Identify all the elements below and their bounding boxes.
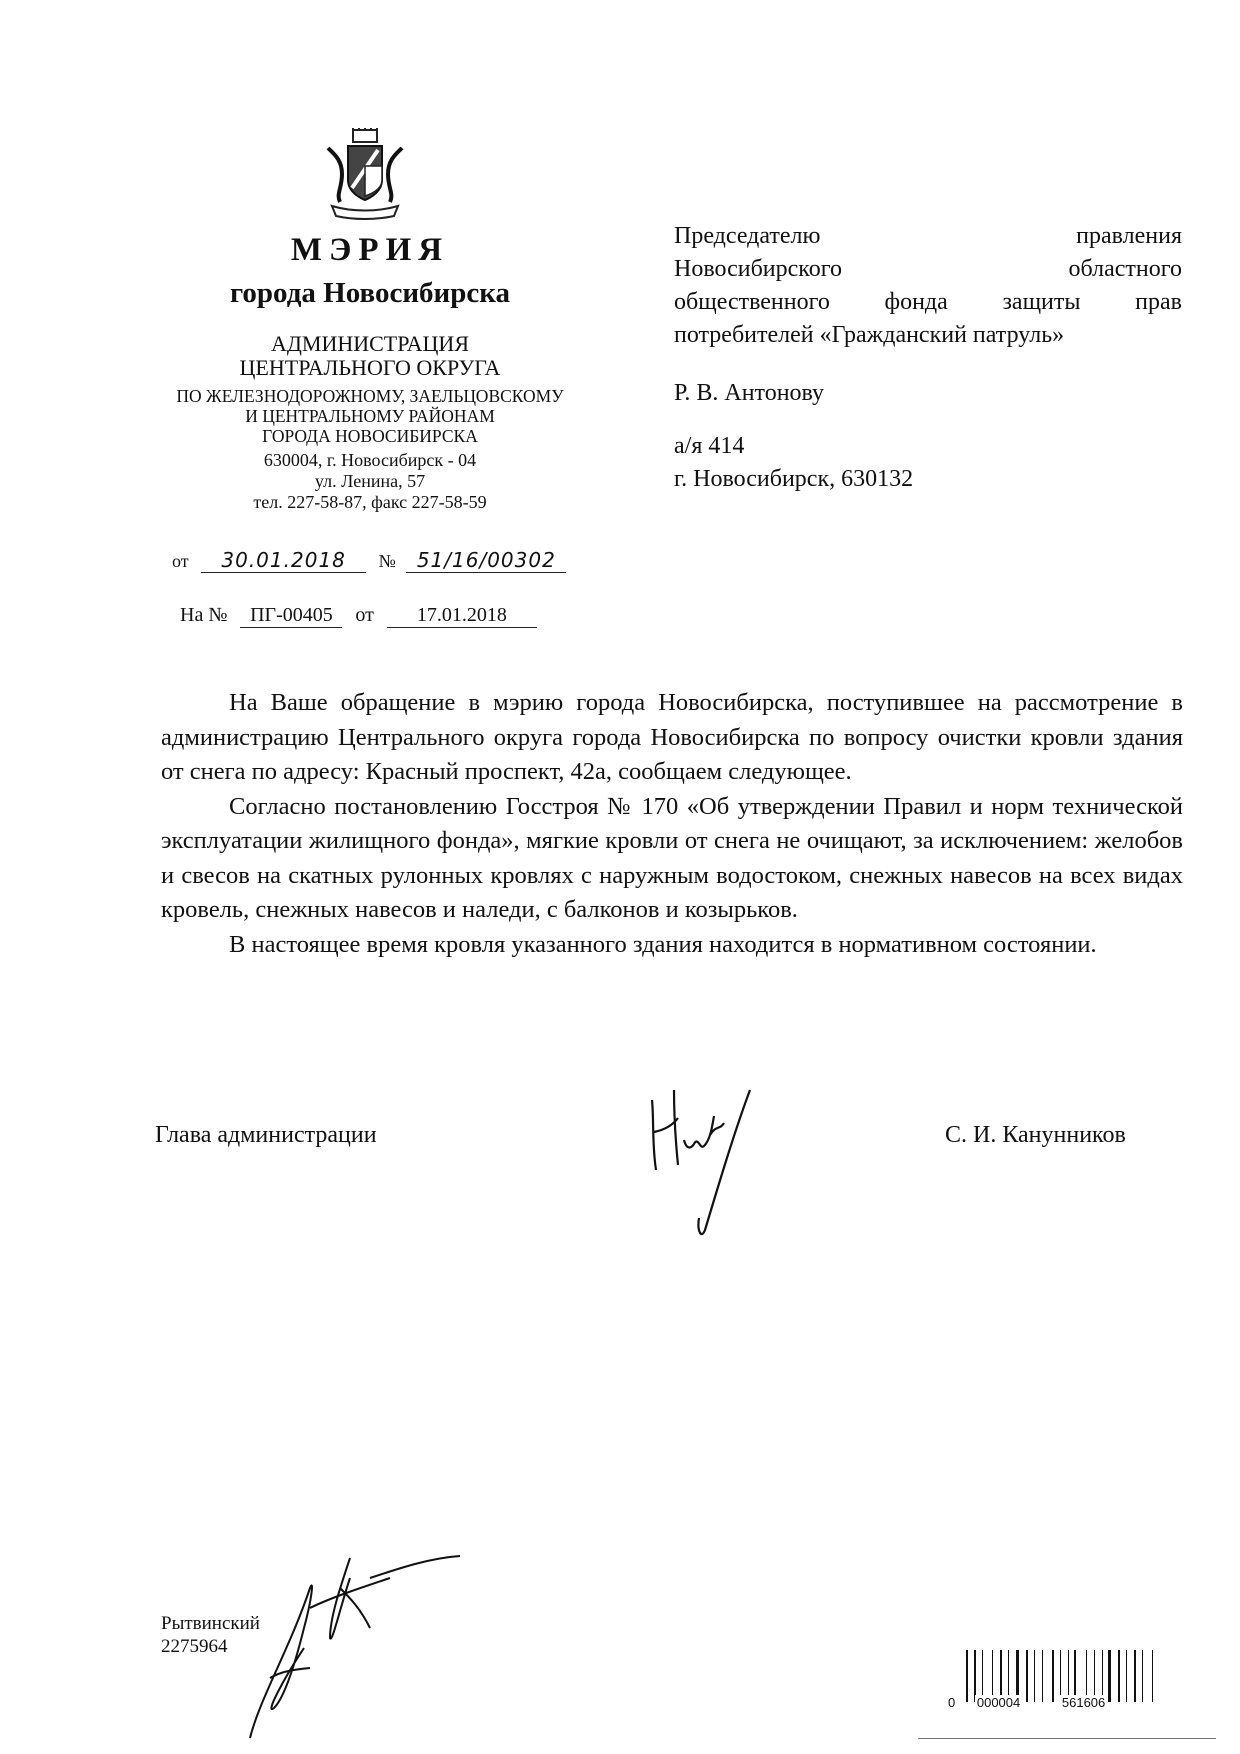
recipient-po-box: а/я 414 bbox=[674, 433, 745, 459]
recipient-line: Новосибирского областного bbox=[674, 256, 1182, 282]
district-line: И ЦЕНТРАЛЬНОМУ РАЙОНАМ bbox=[245, 406, 495, 426]
reply-date: 17.01.2018 bbox=[387, 604, 537, 628]
address-line: тел. 227-58-87, факс 227-58-59 bbox=[253, 492, 487, 512]
outgoing-number: 51/16/00302 bbox=[406, 548, 566, 573]
signatory-position: Глава администрации bbox=[155, 1122, 377, 1148]
mayor-office-title: МЭРИЯ bbox=[290, 232, 450, 268]
district-line: ГОРОДА НОВОСИБИРСКА bbox=[262, 426, 478, 446]
admin-line: ЦЕНТРАЛЬНОГО ОКРУГА bbox=[239, 355, 501, 380]
barcode bbox=[948, 1650, 1218, 1720]
from-label: от bbox=[172, 551, 189, 571]
district-lines bbox=[150, 386, 590, 446]
administration-title bbox=[150, 332, 590, 380]
address-line: ул. Ленина, 57 bbox=[314, 471, 426, 491]
address-line: 630004, г. Новосибирск - 04 bbox=[263, 450, 477, 470]
recipient-name: Р. В. Антонову bbox=[674, 380, 825, 406]
letter-body bbox=[161, 686, 1183, 962]
outgoing-reference bbox=[172, 548, 566, 573]
signatory-name: С. И. Канунников bbox=[945, 1122, 1126, 1148]
barcode-left-digit: 0 bbox=[948, 1695, 956, 1710]
barcode-number bbox=[948, 1695, 1218, 1710]
executor-phone: 2275964 bbox=[161, 1636, 228, 1657]
divider-line bbox=[918, 1738, 1216, 1739]
body-paragraph: На Ваше обращение в мэрию города Новосибирска, поступившее на рассмотрение в администрацию Центрального округа города Новосибирска по вопросу очистки кровли здания от снега по адресу: Красный проспект, 42а, сообщаем следующее. bbox=[161, 689, 1183, 785]
coat-of-arms-icon bbox=[320, 128, 410, 224]
district-line: ПО ЖЕЛЕЗНОДОРОЖНОМУ, ЗАЕЛЬЦОВСКОМУ bbox=[176, 386, 564, 406]
body-paragraph: В настоящее время кровля указанного здания находится в нормативном состоянии. bbox=[229, 930, 1097, 958]
reply-label: На № bbox=[180, 604, 228, 626]
executor-name: Рытвинский bbox=[161, 1613, 260, 1634]
executor-signature bbox=[230, 1548, 510, 1748]
outgoing-date: 30.01.2018 bbox=[201, 548, 366, 573]
reply-number: ПГ-00405 bbox=[240, 604, 342, 628]
barcode-right-digits: 561606 bbox=[1061, 1695, 1106, 1710]
handwritten-signature bbox=[640, 1060, 770, 1240]
body-paragraph: Согласно постановлению Госстроя № 170 «Об утверждении Правил и норм технической эксплуатации жилищного фонда», мягкие кровли от снега не очищают, за исключением: желобов и свесов на скатных рулонных кровлях с наружным водостоком, снежных навесов на всех видах кровель, снежных навесов и наледи, с балконов и козырьков. bbox=[161, 792, 1183, 923]
admin-line: АДМИНИСТРАЦИЯ bbox=[271, 331, 469, 356]
city-title: города Новосибирска bbox=[229, 277, 511, 309]
recipient-line: общественного фонда защиты прав bbox=[674, 289, 1182, 315]
recipient-line: Председателю правления bbox=[674, 223, 1182, 249]
address-block bbox=[150, 450, 590, 513]
barcode-middle-digits: 000004 bbox=[976, 1695, 1021, 1710]
recipient-line: потребителей «Гражданский патруль» bbox=[674, 322, 1065, 348]
recipient-city: г. Новосибирск, 630132 bbox=[674, 466, 914, 492]
reply-from-label: от bbox=[355, 604, 374, 626]
incoming-reference bbox=[180, 604, 537, 628]
recipient-block bbox=[674, 220, 1182, 496]
number-label: № bbox=[378, 551, 396, 571]
